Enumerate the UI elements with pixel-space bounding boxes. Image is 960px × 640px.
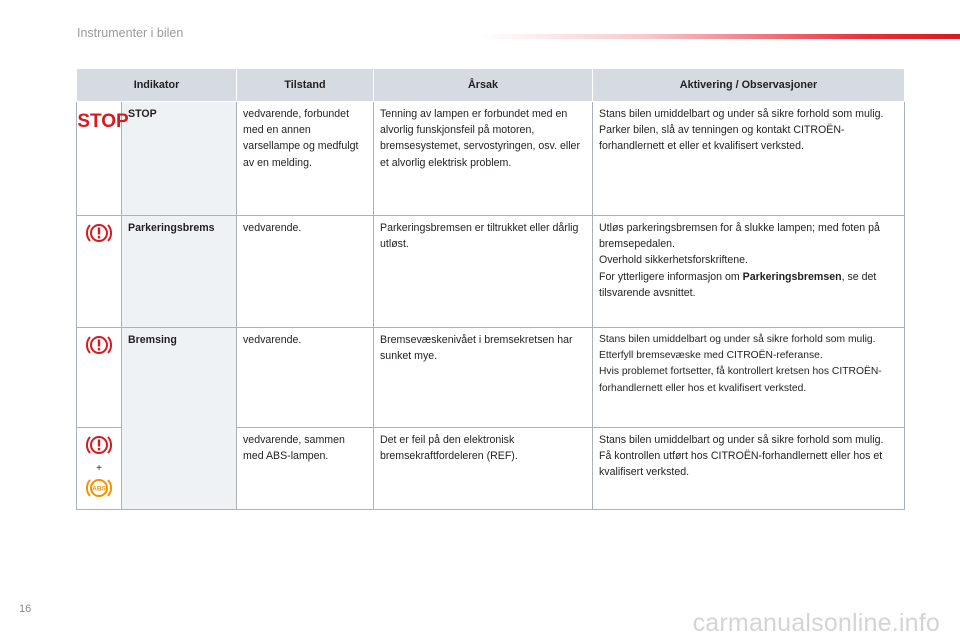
column-header-cause: Årsak xyxy=(374,69,593,102)
action-line: Stans bilen umiddelbart og under så sikre forhold som mulig. xyxy=(599,334,876,345)
cause-text: Parkeringsbremsen er tiltrukket eller dårlig utløst. xyxy=(374,216,593,328)
column-header-state: Tilstand xyxy=(237,69,374,102)
state-text: vedvarende, sammen med ABS-lampen. xyxy=(237,428,374,510)
action-line: Parker bilen, slå av tenningen og kontakt CITROËN-forhandlernett et eller et kvalifisert verksted. xyxy=(599,124,845,153)
brake-warning-icon xyxy=(85,237,113,249)
action-text xyxy=(593,216,905,328)
brake-warning-icon xyxy=(85,349,113,361)
action-text xyxy=(593,102,905,216)
abs-icon xyxy=(84,485,114,504)
action-line: Overhold sikkerhetsforskriftene. xyxy=(599,254,748,267)
svg-text:ABS: ABS xyxy=(92,485,106,493)
table-row xyxy=(77,102,905,216)
page-number: 16 xyxy=(19,603,32,615)
state-text: vedvarende, forbundet med en annen varsellampe og medfulgt av en melding. xyxy=(237,102,374,216)
svg-text:STOP: STOP xyxy=(77,111,129,132)
action-line: Stans bilen umiddelbart og under så sikre forhold som mulig. xyxy=(599,434,884,446)
cross-reference: Parkeringsbremsen xyxy=(742,270,842,283)
indicator-name: Bremsing xyxy=(122,328,237,510)
indicator-name: STOP xyxy=(122,102,237,216)
action-line: Stans bilen umiddelbart og under så sikre forhold som mulig. xyxy=(599,108,884,120)
watermark: carmanualsonline.info xyxy=(692,609,940,637)
table-row xyxy=(77,216,905,328)
cause-text: Tenning av lampen er forbundet med en alvorlig funskjonsfeil på motoren, bremsesystemet, servostyringen, osv. eller et alvorlig elektrisk problem. xyxy=(374,102,593,216)
section-title: Instrumenter i bilen xyxy=(77,26,184,40)
action-text xyxy=(593,428,905,510)
indicator-table xyxy=(76,68,905,510)
indicator-icon-cell xyxy=(77,328,122,428)
action-line: Få kontrollen utført hos CITROËN-forhandlernett eller hos et kvalifisert verksted. xyxy=(599,450,883,479)
brake-warning-icon xyxy=(85,449,113,461)
cause-text: Bremsevæskenivået i bremsekretsen har sunket mye. xyxy=(374,328,593,428)
table-row xyxy=(77,328,905,428)
column-header-action: Aktivering / Observasjoner xyxy=(593,69,905,102)
action-line: For ytterligere informasjon om Parkeringsbremsen, se det tilsvarende avsnittet. xyxy=(599,270,877,299)
indicator-icon-cell xyxy=(77,428,122,510)
indicator-icon-cell xyxy=(77,216,122,328)
action-line: Utløs parkeringsbremsen for å slukke lampen; med foten på bremsepedalen. xyxy=(599,222,880,251)
action-text xyxy=(593,328,905,428)
state-text: vedvarende. xyxy=(237,328,374,428)
state-text: vedvarende. xyxy=(237,216,374,328)
indicator-name: Parkeringsbrems xyxy=(122,216,237,328)
column-header-indicator: Indikator xyxy=(77,69,237,102)
table-header-row xyxy=(77,69,905,102)
action-line: Etterfyll bremsevæske med CITROËN-referanse. xyxy=(599,350,823,362)
cause-text: Det er feil på den elektronisk bremsekraftfordeleren (REF). xyxy=(374,428,593,510)
header-accent-bar xyxy=(480,34,960,39)
stop-icon xyxy=(77,110,129,135)
indicator-icon-cell xyxy=(77,102,129,216)
plus-sign: + xyxy=(96,463,102,475)
action-line: Hvis problemet fortsetter, få kontrollert kretsen hos CITROËN-forhandlernett eller hos et kvalifisert verksted. xyxy=(599,366,882,394)
